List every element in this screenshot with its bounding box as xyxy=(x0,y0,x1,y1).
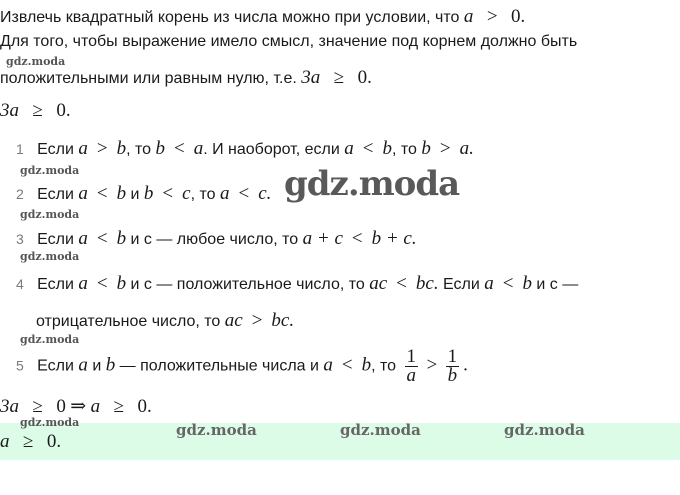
math-zero: 0. xyxy=(511,6,526,27)
math-a: a xyxy=(463,6,474,27)
watermark: gdz.moda xyxy=(6,55,66,68)
math-gt: > xyxy=(486,6,498,27)
property-1: 1 Если a > b, то b < a. И наоборот, если a < b, то b > a. xyxy=(16,138,474,159)
answer: a ≥ 0. xyxy=(0,431,62,452)
equation-3a: 3a ≥ 0. xyxy=(0,100,71,121)
fraction-1-over-a: $\frac{1}{a}$ xyxy=(406,346,417,386)
property-3: 3 Если a < b и c — любое число, то a + c < b + c. xyxy=(16,228,417,249)
property-4: 4 Если a < b и c — положительное число, то ac < bc. Если a < b и c — xyxy=(16,273,579,294)
watermark: gdz.moda xyxy=(20,250,80,263)
watermark: gdz.moda xyxy=(20,416,80,429)
watermark: gdz.moda xyxy=(20,208,80,221)
intro-line-2: Для того, чтобы выражение имело смысл, значение под корнем должно быть xyxy=(0,33,578,50)
property-4-continued: отрицательное число, то ac > bc. xyxy=(36,310,295,331)
watermark: gdz.moda xyxy=(176,421,257,439)
watermark-large: gdz.moda xyxy=(284,164,460,204)
watermark: gdz.moda xyxy=(340,421,421,439)
watermark: gdz.moda xyxy=(504,421,585,439)
fraction-1-over-b: $\frac{1}{b}$ xyxy=(447,346,458,386)
property-2: 2 Если a < b и b < c, то a < c. xyxy=(16,183,272,204)
intro-line-1: Извлечь квадратный корень из числа можно при условии, что a > 0. xyxy=(0,6,526,27)
watermark: gdz.moda xyxy=(20,164,80,177)
watermark: gdz.moda xyxy=(20,333,80,346)
property-5: 5 Если a и b — положительные числа и a < b, то $\frac{1}{a}$ > $\frac{1}{b}$ . xyxy=(16,346,468,386)
intro-line-3: положительными или равным нулю, т.е. 3a ≥ 0. xyxy=(0,67,372,88)
conclusion-implication: 3a ≥ 0 ⇒ a ≥ 0. xyxy=(0,396,152,417)
